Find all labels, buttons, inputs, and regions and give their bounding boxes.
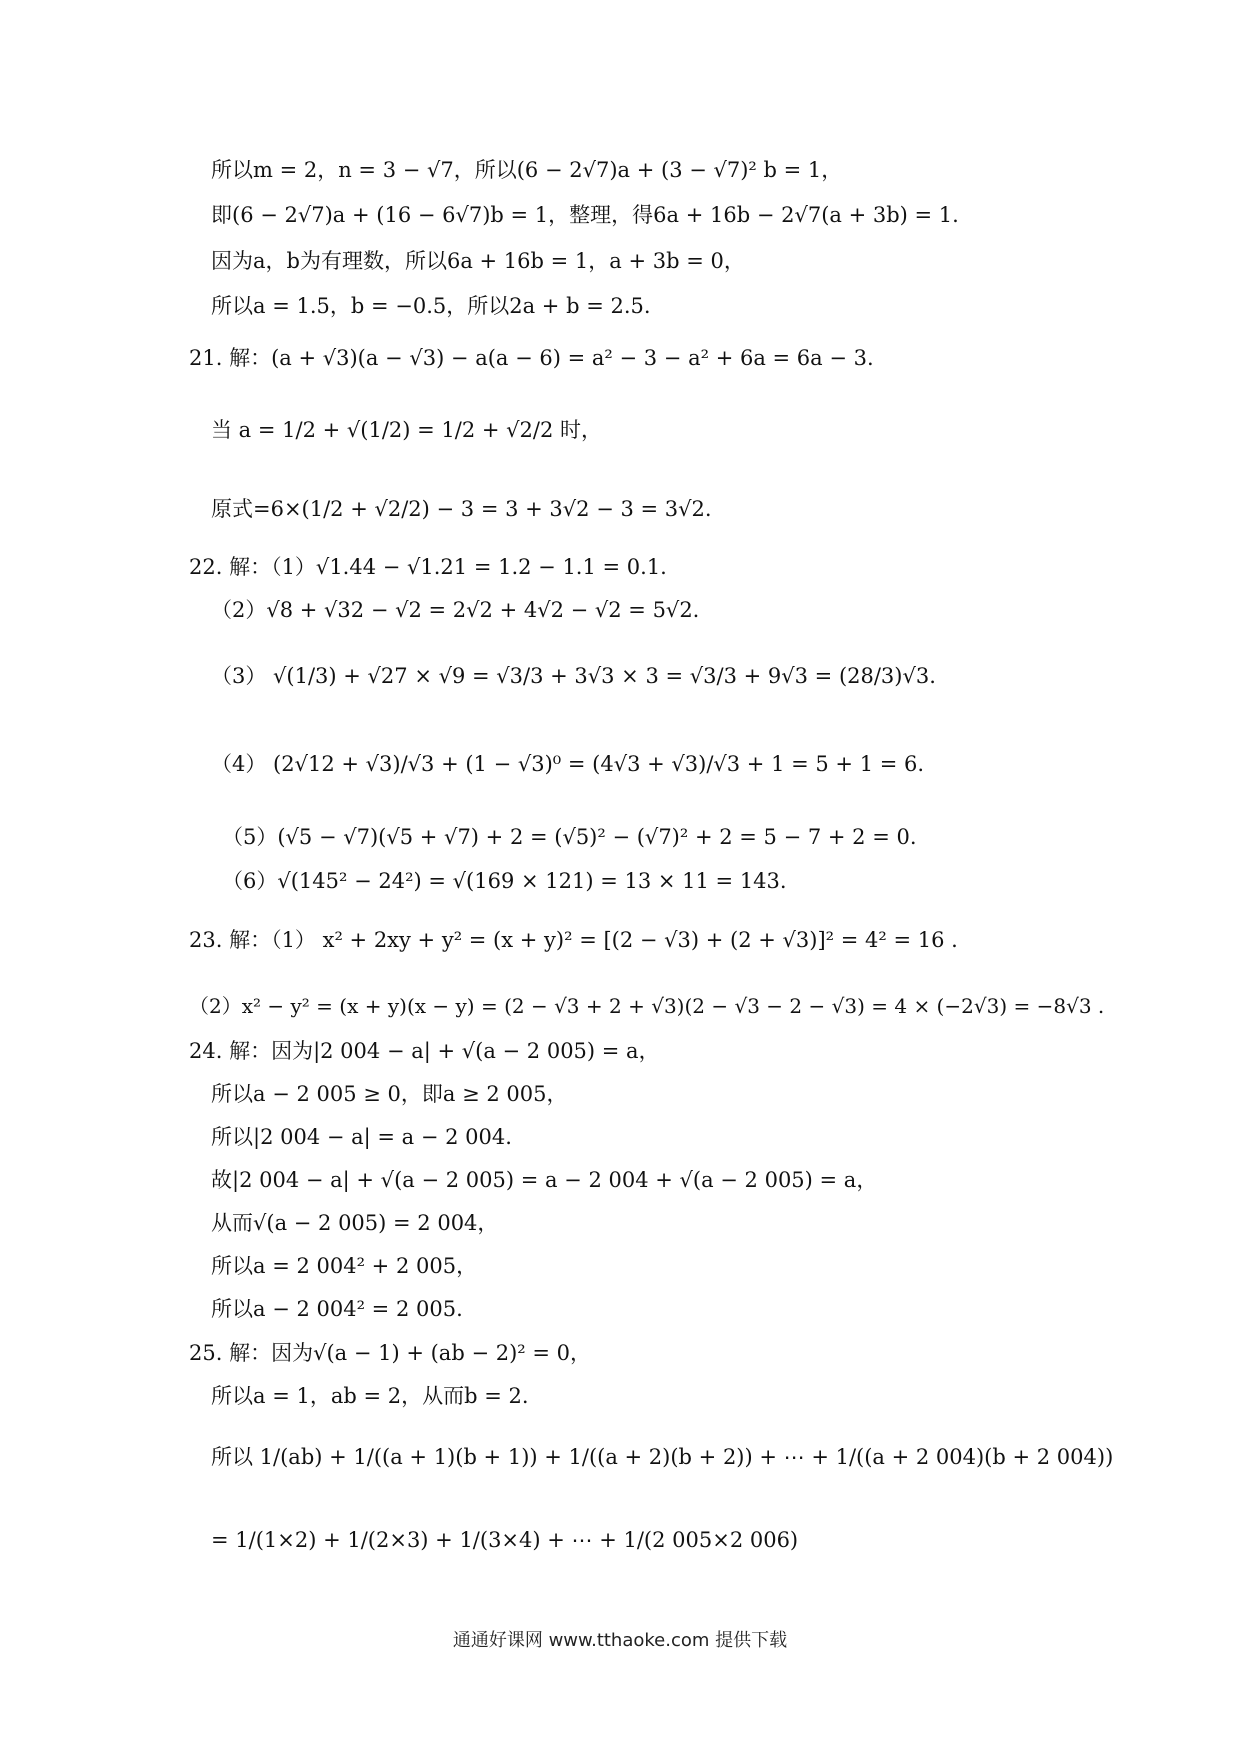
text-line-22: 所以a − 2 004² = 2 005.	[211, 1297, 463, 1321]
text-line-18: 所以|2 004 − a| = a − 2 004.	[211, 1125, 512, 1149]
problem-23: 23. 解：（1） x² + 2xy + y² = (x + y)² = [(2 − √3) + (2 + √3)]² = 4² = 16 .	[189, 928, 958, 952]
text-line-26: = 1/(1×2) + 1/(2×3) + 1/(3×4) + ⋯ + 1/(2 005×2 006)	[211, 1528, 799, 1552]
text-line-6: 当 a = 1/2 + √(1/2) = 1/2 + √2/2 时，	[211, 418, 602, 442]
text-line-24: 所以a = 1，ab = 2，从而b = 2.	[211, 1384, 529, 1408]
text-line-11: （4） (2√12 + √3)/√3 + (1 − √3)⁰ = (4√3 + √3)/√3 + 1 = 5 + 1 = 6.	[211, 752, 925, 776]
text-line-19: 故|2 004 − a| + √(a − 2 005) = a − 2 004 + √(a − 2 005) = a，	[211, 1168, 878, 1192]
text-line-10: （3） √(1/3) + √27 × √9 = √3/3 + 3√3 × 3 = √3/3 + 9√3 = (28/3)√3.	[211, 664, 936, 688]
problem-25: 25. 解：因为√(a − 1) + (ab − 2)² = 0，	[189, 1341, 591, 1365]
text-line-21: 所以a = 2 004² + 2 005，	[211, 1254, 478, 1278]
text-line-2: 即(6 − 2√7)a + (16 − 6√7)b = 1，整理，得6a + 16b − 2√7(a + 3b) = 1.	[211, 203, 959, 227]
text-line-20: 从而√(a − 2 005) = 2 004，	[211, 1211, 499, 1235]
footer-source: 通通好课网 www.tthaoke.com 提供下载	[452, 1630, 788, 1651]
text-line-1: 所以m = 2，n = 3 − √7，所以(6 − 2√7)a + (3 − √7)² b = 1，	[211, 158, 843, 182]
text-line-12: （5）(√5 − √7)(√5 + √7) + 2 = (√5)² − (√7)² + 2 = 5 − 7 + 2 = 0.	[222, 825, 917, 849]
problem-24: 24. 解：因为|2 004 − a| + √(a − 2 005) = a，	[189, 1039, 660, 1063]
text-line-13: （6）√(145² − 24²) = √(169 × 121) = 13 × 11 = 143.	[222, 869, 787, 893]
text-line-3: 因为a，b为有理数，所以6a + 16b = 1，a + 3b = 0，	[211, 249, 745, 273]
text-line-17: 所以a − 2 005 ≥ 0，即a ≥ 2 005，	[211, 1082, 568, 1106]
text-line-25: 所以 1/(ab) + 1/((a + 1)(b + 1)) + 1/((a + 2)(b + 2)) + ⋯ + 1/((a + 2 004)(b + 2 004))	[211, 1445, 1114, 1469]
text-line-4: 所以a = 1.5，b = −0.5，所以2a + b = 2.5.	[211, 294, 651, 318]
text-line-9: （2）√8 + √32 − √2 = 2√2 + 4√2 − √2 = 5√2.	[211, 598, 700, 622]
text-line-7: 原式=6×(1/2 + √2/2) − 3 = 3 + 3√2 − 3 = 3√2.	[211, 497, 712, 521]
problem-22: 22. 解：（1）√1.44 − √1.21 = 1.2 − 1.1 = 0.1.	[189, 555, 667, 579]
text-line-15: （2）x² − y² = (x + y)(x − y) = (2 − √3 + 2 + √3)(2 − √3 − 2 − √3) = 4 × (−2√3) = −8√3 .	[189, 994, 1105, 1018]
problem-21: 21. 解：(a + √3)(a − √3) − a(a − 6) = a² − 3 − a² + 6a = 6a − 3.	[189, 346, 874, 370]
